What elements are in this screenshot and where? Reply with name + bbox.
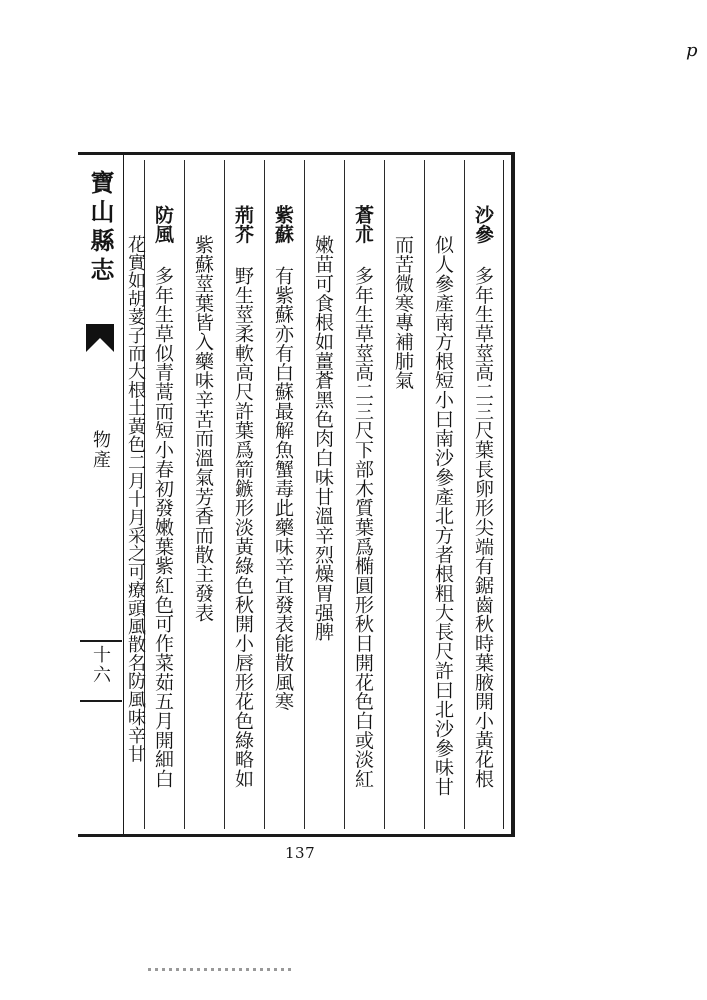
column-rule — [224, 160, 225, 829]
column-rule — [264, 160, 265, 829]
entry-text: 嫩苗可食根如薑蒼黑色肉白味甘溫辛烈燥胃强脾 — [312, 235, 334, 642]
leaf-number: 十六 — [90, 645, 111, 685]
book-title: 寶山縣志 — [86, 170, 115, 286]
text-column — [268, 205, 298, 711]
entry-heading: 蒼朮 — [352, 205, 374, 244]
text-column — [188, 235, 218, 622]
entry-text: 多年生草似青蒿而短小春初發嫩葉紫紅色可作菜茹五月開細白 — [152, 265, 174, 789]
scan-specks — [148, 968, 293, 971]
text-column — [308, 235, 338, 641]
text-column — [148, 205, 178, 788]
text-column — [428, 235, 458, 796]
entry-heading: 防風 — [152, 205, 174, 244]
column-rule — [184, 160, 185, 829]
column-rule — [344, 160, 345, 829]
margin-divider — [80, 640, 122, 642]
entry-text: 紫蘇莖葉皆入藥味辛苦而溫氣芳香而散主發表 — [192, 235, 214, 622]
margin-divider — [80, 700, 122, 702]
column-rule — [304, 160, 305, 829]
text-column — [120, 235, 150, 763]
column-rule — [464, 160, 465, 829]
entry-text: 野生莖柔軟高尺許葉爲箭鏃形淡黃綠色秋開小唇形花色綠略如 — [232, 265, 254, 789]
entry-heading: 紫蘇 — [272, 205, 294, 244]
column-rule — [384, 160, 385, 829]
page-number: 137 — [285, 844, 316, 862]
text-column — [348, 205, 378, 788]
column-rule — [424, 160, 425, 829]
fishtail-mark-icon — [86, 324, 114, 352]
entry-heading: 荊芥 — [232, 205, 254, 244]
text-column — [468, 205, 498, 788]
entry-text: 似人參產南方根短小曰南沙參產北方者根粗大長尺許曰北沙參味甘 — [432, 235, 454, 797]
entry-text: 有紫蘇亦有白蘇最解魚蟹毒此藥味辛宜發表能散風寒 — [272, 265, 294, 711]
entry-heading: 沙參 — [472, 205, 494, 244]
entry-text: 多年生草莖高二三尺下部木質葉爲椭圓形秋日開花色白或淡紅 — [352, 265, 374, 789]
entry-text: 多年生草莖高二三尺葉長卵形尖端有鋸齒秋時葉腋開小黃花根 — [472, 265, 494, 789]
frame-inner-rule — [503, 160, 504, 829]
corner-mark: p — [686, 40, 698, 61]
text-column — [228, 205, 258, 788]
entry-text: 花實如胡荽子而大根土黃色二月十月采之可療頭風散名防風味辛甘 — [125, 235, 146, 763]
section-label: 物產 — [90, 430, 111, 470]
text-column — [388, 235, 418, 390]
entry-text: 而苦微寒專補肺氣 — [392, 235, 414, 390]
